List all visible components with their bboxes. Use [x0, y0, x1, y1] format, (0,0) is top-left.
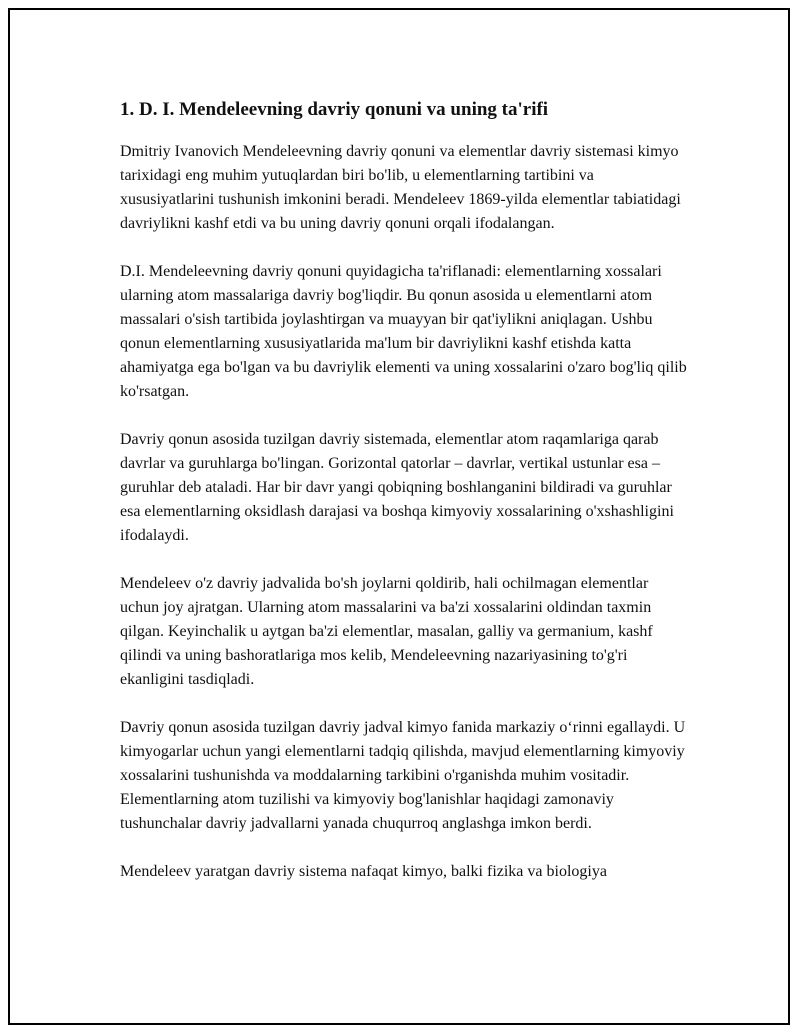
- document-body: [120, 98, 690, 884]
- paragraph-1: Dmitriy Ivanovich Mendeleevning davriy qonuni va elementlar davriy sistemasi kimyo tarixidagi eng muhim yutuqlardan biri bo'lib, u elementlarning tartibini va xususiyatlarini tushunish imkonini beradi. Mendeleev 1869-yilda elementlar tabiatidagi davriylikni kashf etdi va bu uning davriy qonuni orqali ifodalangan.: [120, 143, 681, 232]
- paragraph-4: Mendeleev o'z davriy jadvalida bo'sh joylarni qoldirib, hali ochilmagan elementlar uchun joy ajratgan. Ularning atom massalarini va ba'zi xossalarini oldindan taxmin qilgan. Keyinchalik u aytgan ba'zi elementlar, masalan, galliy va germanium, kashf qilindi va uning bashoratlariga mos kelib, Mendeleevning nazariyasining to'g'ri ekanligini tasdiqladi.: [120, 575, 653, 688]
- section-heading: 1. D. I. Mendeleevning davriy qonuni va uning ta'rifi: [120, 99, 549, 120]
- paragraph-3: Davriy qonun asosida tuzilgan davriy sistemada, elementlar atom raqamlariga qarab davrlar va guruhlarga bo'lingan. Gorizontal qatorlar – davrlar, vertikal ustunlar esa – guruhlar deb ataladi. Har bir davr yangi qobiqning boshlanganini bildiradi va guruhlar esa elementlarning oksidlash darajasi va boshqa kimyoviy xossalarining o'xshashligini ifodalaydi.: [120, 431, 674, 544]
- page-frame: [8, 8, 790, 1025]
- paragraph-5: Davriy qonun asosida tuzilgan davriy jadval kimyo fanida markaziy o‘rinni egallaydi. U kimyogarlar uchun yangi elementlarni tadqiq qilishda, mavjud elementlarning kimyoviy xossalarini tushunishda va moddalarning tarkibini o'rganishda muhim vositadir. Elementlarning atom tuzilishi va kimyoviy bog'lanishlar haqidagi zamonaviy tushunchalar davriy jadvallarni yanada chuqurroq anglashga imkon berdi.: [120, 719, 686, 832]
- paragraph-6: Mendeleev yaratgan davriy sistema nafaqat kimyo, balki fizika va biologiya: [120, 863, 607, 880]
- paragraph-2: D.I. Mendeleevning davriy qonuni quyidagicha ta'riflanadi: elementlarning xossalari ularning atom massalariga davriy bog'liqdir. Bu qonun asosida u elementlarni atom massalari o'sish tartibida joylashtirgan va muayyan bir qat'iylikni aniqlagan. Ushbu qonun elementlarning xususiyatlarida ma'lum bir davriylikni kashf etishda katta ahamiyatga ega bo'lgan va bu davriylik elementi va uning xossalarini o'zaro bog'liq qilib ko'rsatgan.: [120, 263, 687, 400]
